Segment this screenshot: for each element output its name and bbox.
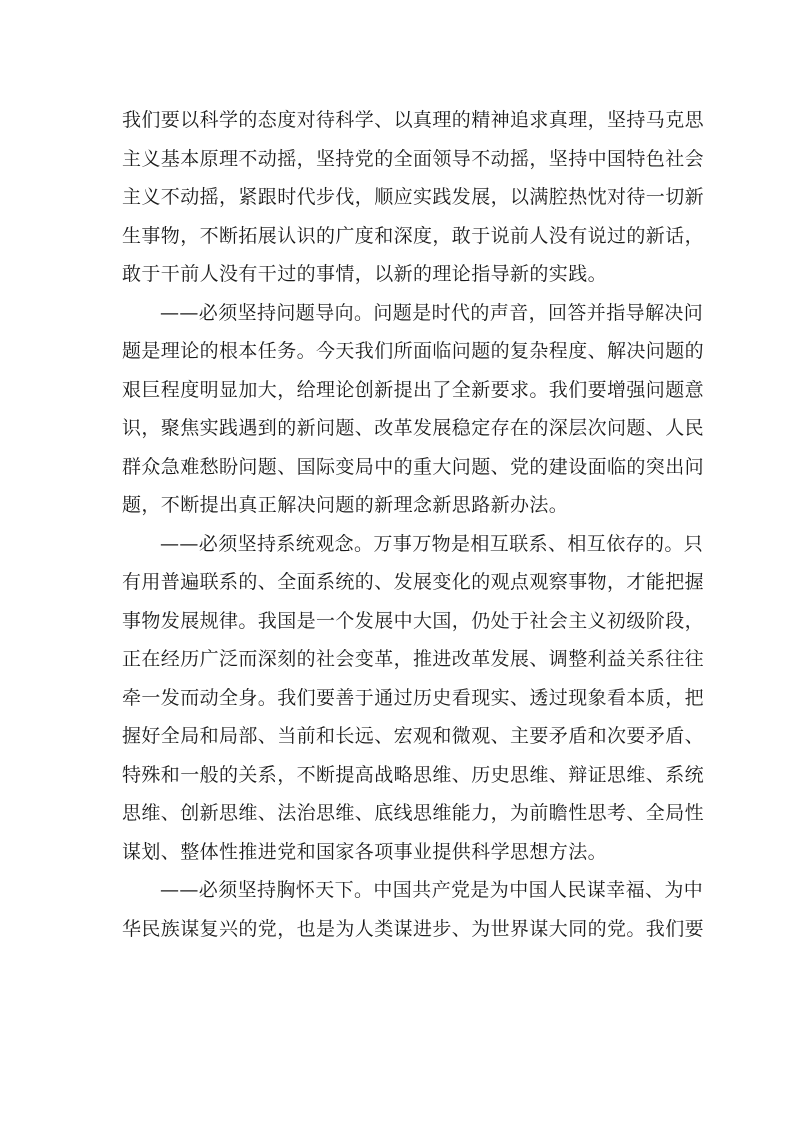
text-line: ——必须坚持系统观念。万事万物是相互联系、相互依存的。只 (160, 532, 704, 555)
paragraph-1 (122, 101, 705, 294)
text-line: ——必须坚持胸怀天下。中国共产党是为中国人民谋幸福、为中 (160, 879, 704, 901)
text-line: 艰巨程度明显加大，给理论创新提出了全新要求。我们要增强问题意 (122, 378, 705, 401)
text-line: 有用普遍联系的、全面系统的、发展变化的观点观察事物，才能把握 (122, 571, 705, 593)
text-line: 谋划、整体性推进党和国家各项事业提供科学思想方法。 (122, 840, 608, 863)
text-line: 牵一发而动全身。我们要善于通过历史看现实、透过现象看本质，把 (122, 686, 705, 709)
text-line: 我们要以科学的态度对待科学、以真理的精神追求真理，坚持马克思 (122, 109, 705, 131)
paragraph-4 (122, 871, 705, 948)
text-line: 生事物，不断拓展认识的广度和深度，敢于说前人没有说过的新话， (122, 224, 705, 247)
text-line: 握好全局和局部、当前和长远、宏观和微观、主要矛盾和次要矛盾、 (122, 725, 705, 747)
paragraph-3 (122, 525, 705, 872)
text-line: 特殊和一般的关系，不断提高战略思维、历史思维、辩证思维、系统 (122, 763, 705, 786)
text-line: 主义基本原理不动摇，坚持党的全面领导不动摇，坚持中国特色社会 (122, 147, 705, 170)
text-line: 思维、创新思维、法治思维、底线思维能力，为前瞻性思考、全局性 (122, 802, 705, 824)
text-line: 题，不断提出真正解决问题的新理念新思路新办法。 (122, 494, 569, 516)
text-line: 敢于干前人没有干过的事情，以新的理论指导新的实践。 (122, 263, 608, 285)
text-line: 正在经历广泛而深刻的社会变革，推进改革发展、调整利益关系往往 (122, 648, 705, 670)
text-line: 群众急难愁盼问题、国际变局中的重大问题、党的建设面临的突出问 (122, 455, 705, 478)
text-line: 华民族谋复兴的党，也是为人类谋进步、为世界谋大同的党。我们要 (122, 917, 705, 940)
text-line: 识，聚焦实践遇到的新问题、改革发展稳定存在的深层次问题、人民 (122, 417, 705, 439)
paragraph-2 (122, 294, 705, 525)
text-line: 主义不动摇，紧跟时代步伐，顺应实践发展，以满腔热忱对待一切新 (122, 186, 705, 208)
text-line: 事物发展规律。我国是一个发展中大国，仍处于社会主义初级阶段， (122, 609, 705, 632)
text-line: 题是理论的根本任务。今天我们所面临问题的复杂程度、解决问题的 (122, 340, 705, 362)
document-body (122, 101, 705, 948)
text-line: ——必须坚持问题导向。问题是时代的声音，回答并指导解决问 (160, 301, 704, 324)
